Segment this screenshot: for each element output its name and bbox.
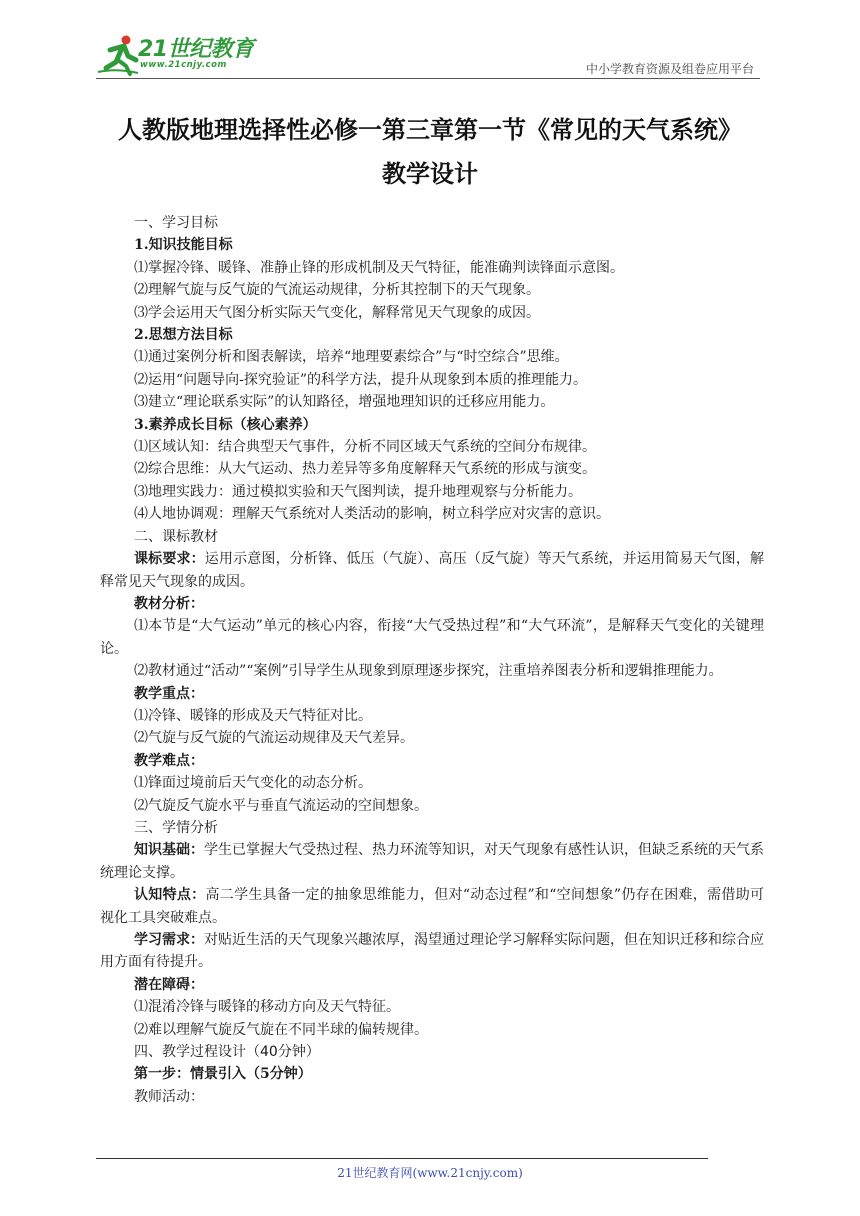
- para-label: 教材分析：: [134, 595, 204, 612]
- list-item: ⑷人地协调观：理解天气系统对人类活动的影响，树立科学应对灾害的意识。: [134, 506, 610, 523]
- list-item: 教师活动：: [134, 1088, 204, 1105]
- para-text: 学生已掌握大气受热过程、热力环流等知识，对天气现象有感性认识，但缺乏系统的天气系统理论支撑。: [100, 842, 764, 881]
- paragraph: ⑵教材通过“活动”“案例”引导学生从现象到原理逐步探究，注重培养图表分析和逻辑推理能力。: [134, 663, 723, 680]
- para-label: 潜在障碍：: [134, 976, 204, 993]
- para-label: 教学难点：: [134, 752, 204, 769]
- list-item: ⑵理解气旋与反气旋的气流运动规律，分析其控制下的天气现象。: [134, 282, 540, 299]
- list-item: ⑶地理实践力：通过模拟实验和天气图判读，提升地理观察与分析能力。: [134, 483, 582, 500]
- logo-text: 21世纪教育: [138, 37, 254, 62]
- site-logo[interactable]: [96, 32, 266, 76]
- list-item: ⑶学会运用天气图分析实际天气变化，解释常见天气现象的成因。: [134, 304, 540, 321]
- subsection-heading: 1.知识技能目标: [134, 237, 233, 254]
- para-text: 运用示意图，分析锋、低压（气旋）、高压（反气旋）等天气系统，并运用简易天气图，解释常见天气现象的成因。: [100, 551, 764, 590]
- section-heading: 一、学习目标: [134, 215, 218, 231]
- paragraph: [100, 929, 764, 974]
- header-tagline: 中小学教育资源及组卷应用平台: [585, 62, 754, 76]
- list-item: ⑴冷锋、暖锋的形成及天气特征对比。: [134, 707, 372, 724]
- list-item: ⑵气旋与反气旋的气流运动规律及天气差异。: [134, 730, 414, 747]
- list-item: ⑵运用“问题导向-探究验证”的科学方法，提升从现象到本质的推理能力。: [134, 371, 588, 388]
- para-text: 高二学生具备一定的抽象思维能力，但对“动态过程”和“空间想象”仍存在困难，需借助可视化工具突破难点。: [100, 887, 764, 926]
- paragraph: [100, 548, 764, 593]
- para-label: 学习需求：: [134, 932, 204, 948]
- paragraph: ⑴本节是“大气运动”单元的核心内容，衔接“大气受热过程”和“大气环流”，是解释天气变化的关键理论。: [100, 618, 764, 657]
- list-item: ⑴掌握冷锋、暖锋、准静止锋的形成机制及天气特征，能准确判读锋面示意图。: [134, 259, 624, 276]
- para-label: 教学重点：: [134, 685, 204, 702]
- para-label: 认知特点：: [134, 887, 206, 904]
- subsection-heading: 第一步：情景引入（5分钟）: [134, 1066, 312, 1083]
- section-heading: 二、课标教材: [134, 528, 218, 545]
- para-text: 对贴近生活的天气现象兴趣浓厚，渴望通过理论学习解释实际问题，但在知识迁移和综合应用方面有待提升。: [100, 932, 764, 971]
- list-item: ⑵难以理解气旋反气旋在不同半球的偏转规律。: [134, 1021, 428, 1038]
- section-heading: 四、教学过程设计（40分钟）: [134, 1044, 320, 1061]
- subsection-heading: 3.素养成长目标（核心素养）: [134, 416, 317, 433]
- footer-link[interactable]: 21世纪教育网(www.21cnjy.com): [337, 1166, 523, 1180]
- list-item: ⑵综合思维：从大气运动、热力差异等多角度解释天气系统的形成与演变。: [134, 461, 596, 478]
- document-subtitle: 教学设计: [382, 160, 478, 188]
- footer-divider: [96, 1158, 708, 1159]
- list-item: ⑶建立“理论联系实际”的认知路径，增强地理知识的迁移应用能力。: [134, 394, 555, 411]
- document-body: [100, 212, 764, 1108]
- subsection-heading: 2.思想方法目标: [134, 327, 233, 344]
- header-divider: [96, 78, 760, 79]
- page-header: [96, 30, 760, 78]
- runner-logo-icon: [96, 32, 140, 76]
- list-item: ⑴通过案例分析和图表解读，培养“地理要素综合”与“时空综合”思维。: [134, 349, 569, 366]
- para-label: 课标要求：: [134, 551, 205, 568]
- list-item: ⑴锋面过境前后天气变化的动态分析。: [134, 775, 372, 792]
- document-title: 人教版地理选择性必修一第三章第一节《常见的天气系统》: [118, 116, 742, 144]
- section-heading: 三、学情分析: [134, 819, 218, 836]
- list-item: ⑴混淆冷锋与暖锋的移动方向及天气特征。: [134, 999, 400, 1016]
- list-item: ⑴区域认知：结合典型天气事件，分析不同区域天气系统的空间分布规律。: [134, 439, 596, 456]
- paragraph: [100, 839, 764, 884]
- para-label: 知识基础：: [134, 842, 204, 859]
- paragraph: [100, 884, 764, 929]
- logo-url: www.21cnjy.com: [140, 60, 227, 70]
- list-item: ⑵气旋反气旋水平与垂直气流运动的空间想象。: [134, 797, 428, 814]
